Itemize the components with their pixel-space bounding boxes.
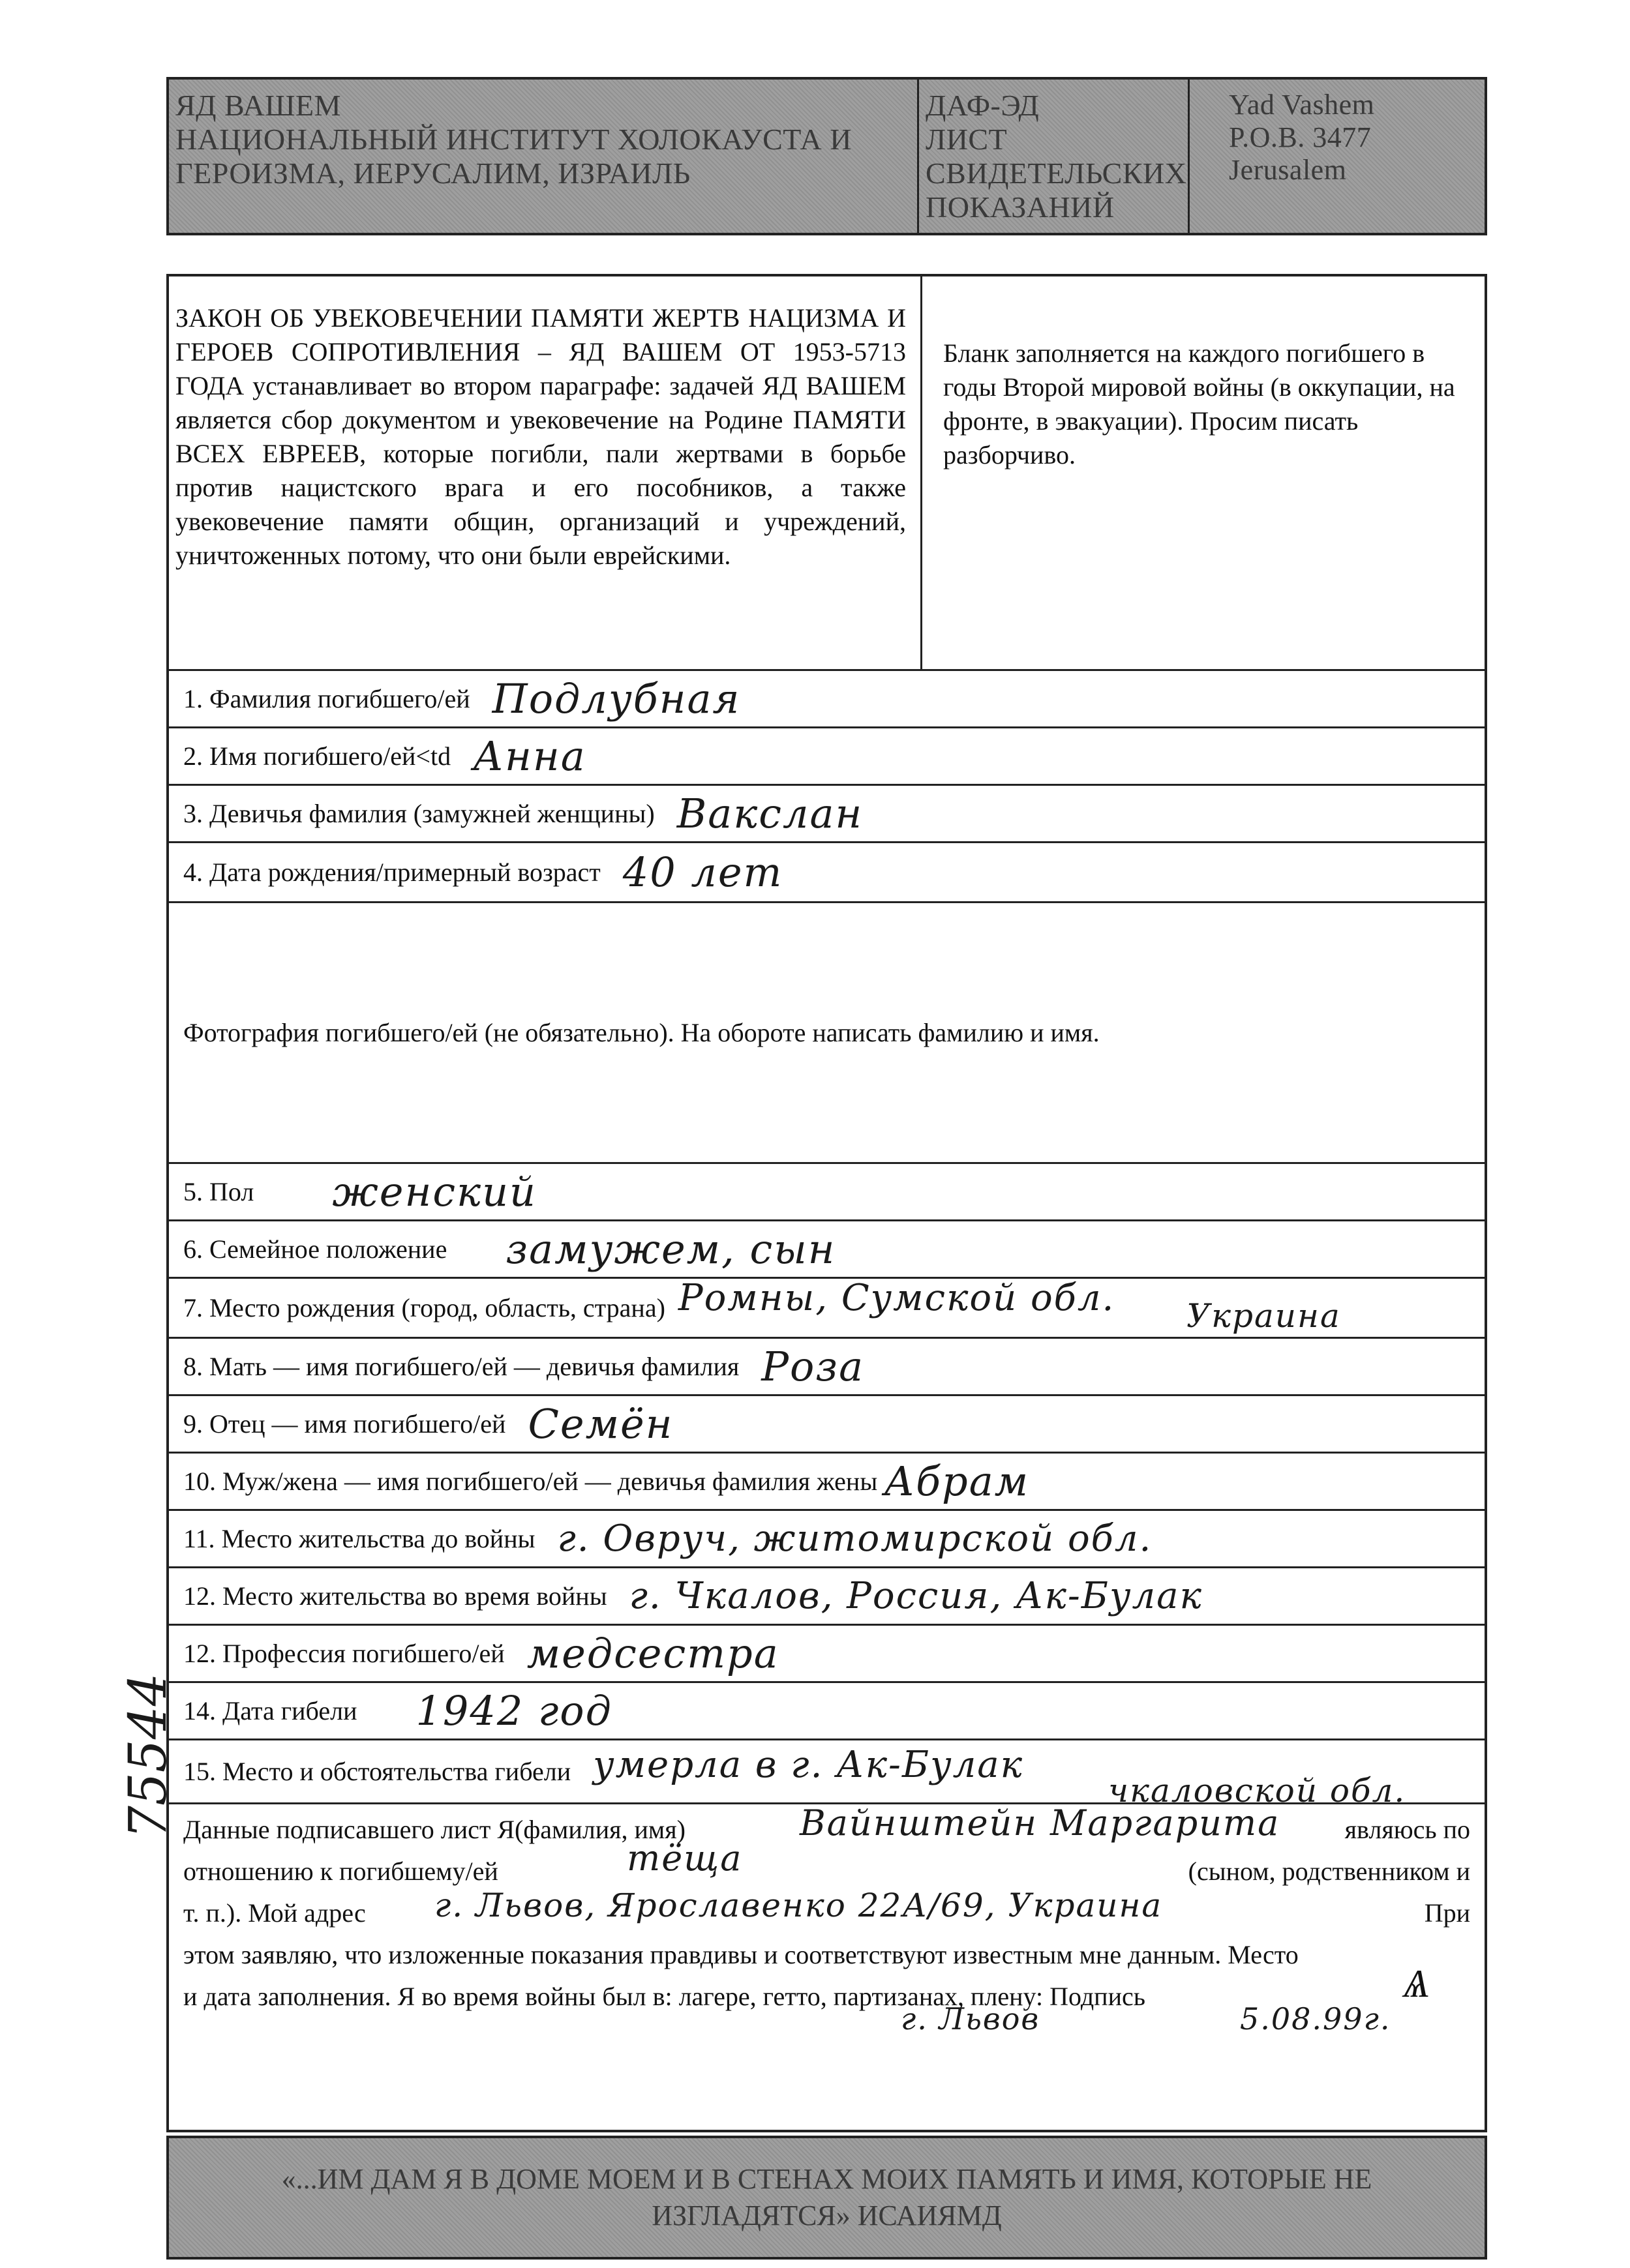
field-value[interactable]: Семён [528,1400,674,1448]
field-label: 4. Дата рождения/примерный возраст [183,858,601,887]
field-label: 9. Отец — имя погибшего/ей [183,1409,506,1439]
field-value-2[interactable]: чкаловской обл. [1108,1772,1406,1810]
field-label: 5. Пол [183,1177,254,1206]
signer-name[interactable]: Вайнштейн Маргарита [800,1802,1280,1843]
field-death-date[interactable] [169,1683,1485,1740]
field-death-place[interactable] [169,1740,1485,1810]
field-value[interactable]: г. Чкалов, Россия, Ак-Булак [629,1575,1203,1617]
field-label: 10. Муж/жена — имя погибшего/ей — девичья фамилия жены [183,1467,878,1496]
addr-line: P.O.B. 3477 [1229,121,1372,153]
postal-address [1190,80,1485,233]
law-paragraph [169,276,922,671]
law-title: ЗАКОН ОБ УВЕКОВЕЧЕНИИ ПАМЯТИ ЖЕРТВ НАЦИЗМА И ГЕРОЕВ СОПРОТИВЛЕНИЯ – ЯД ВАШЕМ ОТ 1953-5713 ГОДА [175,303,906,400]
field-value[interactable]: 1942 год [415,1687,612,1735]
law-text: является сбор документом и увековечение на Родине [175,405,783,434]
field-value[interactable]: 40 лет [622,848,783,896]
org-line: НАЦИОНАЛЬНЫЙ ИНСТИТУТ ХОЛОКАУСТА И [175,123,852,156]
field-label: 15. Место и обстоятельства гибели [183,1757,571,1786]
org-line: ГЕРОИЗМА, ИЕРУСАЛИМ, ИЗРАИЛЬ [175,157,691,190]
field-sex[interactable] [169,1164,1485,1221]
field-wartime-residence[interactable] [169,1568,1485,1626]
field-value[interactable]: Анна [473,732,586,780]
field-value[interactable]: женский [332,1168,537,1216]
field-father[interactable] [169,1396,1485,1454]
fill-date[interactable]: 5.08.99г. [1240,2001,1391,2037]
law-emph: ПАМЯТИ ВСЕХ ЕВРЕЕВ, [175,405,906,468]
signer-address[interactable]: г. Львов, Ярославенко 22А/69, Украина [434,1887,1163,1924]
field-label: 12. Профессия погибшего/ей [183,1639,505,1668]
addr-line: Jerusalem [1229,154,1347,186]
signature-block [169,1802,1485,2128]
institute-name [169,80,919,233]
law-emph: ЯД ВАШЕМ [762,371,907,400]
field-value[interactable]: Подлубная [492,675,741,723]
law-text: устанавливает во втором параграфе: задачей [252,371,754,400]
footer-quote [166,2136,1487,2260]
sig-text: и дата заполнения. Я во время войны был в: лагере, гетто, партизанах, плену: Подпись [183,1982,1145,2011]
sig-text: При [1424,1898,1470,1928]
photo-area[interactable] [169,903,1485,1164]
field-label: 12. Место жительства во время войны [183,1581,607,1611]
doc-line: ДАФ-ЭД [926,89,1040,122]
field-value[interactable]: медсестра [526,1630,779,1677]
sig-text: этом заявляю, что изложенные показания правдивы и соответствуют известным мне данным. Место [183,1940,1299,1969]
field-profession[interactable] [169,1626,1485,1683]
field-mother[interactable] [169,1339,1485,1396]
sig-line-3 [183,1887,1470,1934]
photo-label: Фотография погибшего/ей (не обязательно). На обороте написать фамилию и имя. [183,1018,1100,1047]
law-text: которые погибли, пали жертвами в борьбе против нацистского врага и его пособников, а также увековечение памяти общин, организаций и учреждений, уничтоженных потому, что они были еврейскими. [175,439,907,570]
org-line: ЯД ВАШЕМ [175,89,341,122]
instructions-note: Бланк заполняется на каждого погибшего в годы Второй мировой войны (в оккупации, на фронте, в эвакуации). Просим писать разборчиво. [922,276,1485,671]
fill-place[interactable]: г. Львов [901,2001,1040,2037]
signature-mark: Ѧ [1403,1961,1430,2007]
sig-line-1 [183,1802,1470,1851]
sig-text: отношению к погибшему/ей [183,1857,498,1886]
sig-text: (сыном, родственником и [1188,1857,1470,1886]
sig-text: Данные подписавшего лист Я(фамилия, имя) [183,1815,686,1844]
quote-line: «...ИМ ДАМ Я В ДОМЕ МОЕМ И В СТЕНАХ МОИХ ПАМЯТЬ И ИМЯ, КОТОРЫЕ НЕ [281,2163,1372,2195]
header-banner [166,77,1487,235]
field-value-2[interactable]: Украина [1186,1297,1341,1335]
field-first-name[interactable] [169,728,1485,786]
field-marital-status[interactable] [169,1221,1485,1279]
signer-relation[interactable]: тёща [627,1838,743,1879]
field-value[interactable]: г. Овруч, житомирской обл. [557,1517,1153,1560]
archive-number: 75544 [117,1673,178,1839]
field-label: 8. Мать — имя погибшего/ей — девичья фамилия [183,1352,740,1381]
field-label: 7. Место рождения (город, область, страна) [183,1293,665,1322]
field-label: 6. Семейное положение [183,1234,447,1264]
doc-line: ПОКАЗАНИЙ [926,190,1115,224]
field-label: 1. Фамилия погибшего/ей [183,684,470,713]
document-title [919,80,1190,233]
field-surname[interactable] [169,671,1485,728]
sig-text: являюсь по [1344,1815,1470,1844]
field-value[interactable]: Ромны, Сумской обл. [678,1277,1115,1319]
field-value[interactable]: замужем, сын [506,1225,836,1273]
field-spouse[interactable] [169,1454,1485,1511]
field-birth-place[interactable] [169,1279,1485,1339]
sig-line-6 [183,2001,1470,2059]
sig-line-4 [183,1934,1470,1976]
field-birth-date[interactable] [169,843,1485,903]
doc-line: ЛИСТ [926,123,1008,156]
testimony-form [166,274,1487,2132]
field-value[interactable]: умерла в г. Ак-Булак [593,1744,1024,1786]
field-maiden-name[interactable] [169,786,1485,843]
field-label: 14. Дата гибели [183,1696,357,1725]
field-value[interactable]: Роза [761,1343,865,1390]
doc-line: СВИДЕТЕЛЬСКИХ [926,157,1187,190]
field-label: 2. Имя погибшего/ей<td [183,741,451,771]
field-prewar-residence[interactable] [169,1511,1485,1568]
quote-line: ИЗГЛАДЯТСЯ» ИСАИЯМД [652,2200,1002,2231]
addr-line: Yad Vashem [1229,89,1375,121]
field-label: 11. Место жительства до войны [183,1524,536,1553]
sig-text: т. п.). Мой адрес [183,1898,366,1928]
field-value[interactable]: Вакслан [676,790,864,837]
field-value[interactable]: Абрам [884,1457,1030,1505]
field-label: 3. Девичья фамилия (замужней женщины) [183,799,655,828]
